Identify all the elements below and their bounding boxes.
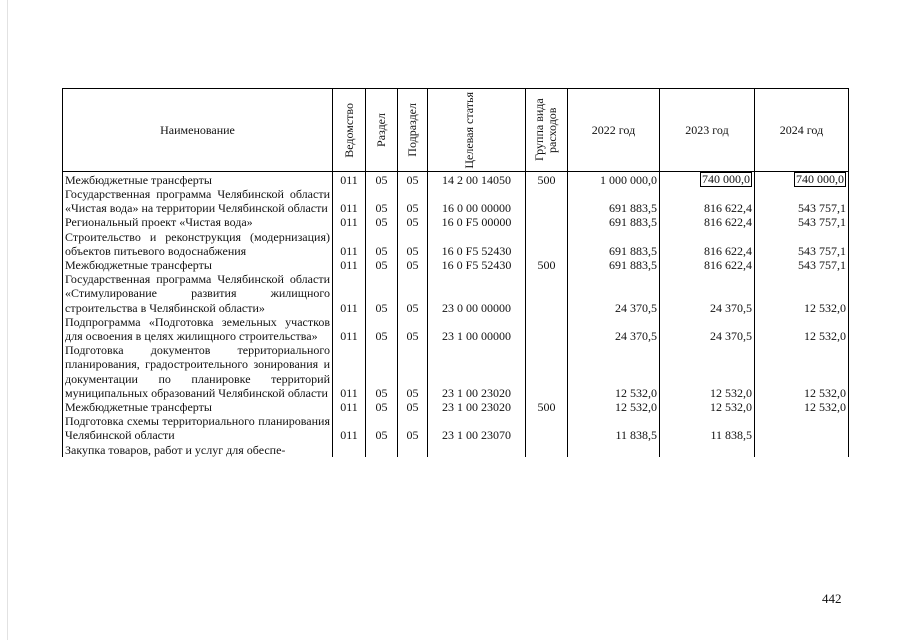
page-number: 442: [822, 591, 842, 606]
row-section: [366, 443, 398, 457]
row-section: 05: [366, 187, 398, 215]
row-value-2024: 543 757,1: [755, 258, 849, 272]
row-target: 16 0 F5 52430: [428, 258, 526, 272]
row-subsection: 05: [398, 187, 428, 215]
row-subsection: 05: [398, 343, 428, 400]
row-value-2022: 1 000 000,0: [568, 172, 660, 188]
row-value-2022: 691 883,5: [568, 230, 660, 258]
table-row: [63, 400, 849, 414]
table-row: [63, 172, 849, 188]
row-target: 23 1 00 23070: [428, 414, 526, 442]
row-value-2023: 12 532,0: [660, 400, 755, 414]
row-subsection: 05: [398, 258, 428, 272]
row-target: [428, 443, 526, 457]
row-department: 011: [333, 315, 366, 343]
row-target: 16 0 00 00000: [428, 187, 526, 215]
row-name: Закупка товаров, работ и услуг для обеспе-: [63, 443, 333, 457]
row-department: 011: [333, 230, 366, 258]
row-value-2022: 691 883,5: [568, 187, 660, 215]
budget-table: [62, 88, 849, 457]
row-subsection: 05: [398, 315, 428, 343]
header-subsection: Подраздел: [398, 89, 428, 172]
row-value-2024: 12 532,0: [755, 343, 849, 400]
row-value-2023: 816 622,4: [660, 215, 755, 229]
header-section: Раздел: [366, 89, 398, 172]
row-section: 05: [366, 172, 398, 188]
row-value-2023: [660, 443, 755, 457]
row-name: Подготовка документов территориального планирования, градостроительного зонирования и документации по планировке территорий муниципальных образований Челябинской области: [63, 343, 333, 400]
row-value-2022: [568, 443, 660, 457]
row-value-2024: 543 757,1: [755, 187, 849, 215]
row-name: Региональный проект «Чистая вода»: [63, 215, 333, 229]
row-group: [526, 215, 568, 229]
table-row: [63, 443, 849, 457]
table-row: [63, 315, 849, 343]
table-row: [63, 258, 849, 272]
row-subsection: 05: [398, 400, 428, 414]
row-value-2023: 24 370,5: [660, 315, 755, 343]
row-group: 500: [526, 258, 568, 272]
row-name: Строительство и реконструкция (модернизация) объектов питьевого водоснабжения: [63, 230, 333, 258]
row-section: 05: [366, 272, 398, 315]
row-value-2023: 12 532,0: [660, 343, 755, 400]
row-department: 011: [333, 272, 366, 315]
row-target: 16 0 F5 00000: [428, 215, 526, 229]
header-2022: 2022 год: [568, 89, 660, 172]
row-department: 011: [333, 172, 366, 188]
table-header: [63, 89, 849, 172]
row-value-2024: [755, 443, 849, 457]
row-section: 05: [366, 230, 398, 258]
row-value-2024: 543 757,1: [755, 215, 849, 229]
row-group: [526, 272, 568, 315]
row-name: Межбюджетные трансферты: [63, 400, 333, 414]
header-group: Группа вида расходов: [526, 89, 568, 172]
row-target: 16 0 F5 52430: [428, 230, 526, 258]
row-value-2022: 691 883,5: [568, 258, 660, 272]
row-subsection: 05: [398, 230, 428, 258]
row-name: Подготовка схемы территориального планирования Челябинской области: [63, 414, 333, 442]
row-group: [526, 414, 568, 442]
row-section: 05: [366, 414, 398, 442]
table-row: [63, 272, 849, 315]
row-value-2024: 12 532,0: [755, 272, 849, 315]
row-value-2023: 740 000,0: [660, 172, 755, 188]
row-value-2022: 24 370,5: [568, 315, 660, 343]
row-name: Межбюджетные трансферты: [63, 258, 333, 272]
row-section: 05: [366, 315, 398, 343]
row-value-2024: 12 532,0: [755, 400, 849, 414]
row-department: 011: [333, 215, 366, 229]
row-group: [526, 343, 568, 400]
row-value-2024: 740 000,0: [755, 172, 849, 188]
row-target: 23 1 00 23020: [428, 400, 526, 414]
row-value-2023: 816 622,4: [660, 230, 755, 258]
row-department: 011: [333, 258, 366, 272]
row-value-2022: 12 532,0: [568, 343, 660, 400]
row-name: Межбюджетные трансферты: [63, 172, 333, 188]
row-value-2023: 816 622,4: [660, 258, 755, 272]
row-value-2023: 816 622,4: [660, 187, 755, 215]
row-name: Государственная программа Челябинской области «Чистая вода» на территории Челябинской области: [63, 187, 333, 215]
table-row: [63, 343, 849, 400]
row-department: [333, 443, 366, 457]
row-section: 05: [366, 258, 398, 272]
header-name: Наименование: [63, 89, 333, 172]
row-target: 14 2 00 14050: [428, 172, 526, 188]
row-subsection: [398, 443, 428, 457]
row-department: 011: [333, 343, 366, 400]
table-row: [63, 414, 849, 442]
page-edge-line: [7, 0, 8, 640]
header-2024: 2024 год: [755, 89, 849, 172]
row-target: 23 1 00 23020: [428, 343, 526, 400]
row-value-2022: 12 532,0: [568, 400, 660, 414]
row-value-2022: 691 883,5: [568, 215, 660, 229]
row-value-2022: 11 838,5: [568, 414, 660, 442]
row-group: 500: [526, 172, 568, 188]
header-department: Ведомство: [333, 89, 366, 172]
table-body: [63, 172, 849, 457]
row-subsection: 05: [398, 172, 428, 188]
row-target: 23 1 00 00000: [428, 315, 526, 343]
row-department: 011: [333, 414, 366, 442]
row-name: Подпрограмма «Подготовка земельных участков для освоения в целях жилищного строительства»: [63, 315, 333, 343]
row-group: [526, 315, 568, 343]
row-section: 05: [366, 400, 398, 414]
table-row: [63, 187, 849, 215]
table-row: [63, 215, 849, 229]
row-department: 011: [333, 400, 366, 414]
row-group: [526, 230, 568, 258]
row-name: Государственная программа Челябинской области «Стимулирование развития жилищного строительства в Челябинской области»: [63, 272, 333, 315]
row-value-2023: 11 838,5: [660, 414, 755, 442]
row-section: 05: [366, 343, 398, 400]
row-value-2024: 12 532,0: [755, 315, 849, 343]
row-value-2023: 24 370,5: [660, 272, 755, 315]
row-value-2024: [755, 414, 849, 442]
header-target: Целевая статья: [428, 89, 526, 172]
row-section: 05: [366, 215, 398, 229]
row-group: [526, 443, 568, 457]
row-department: 011: [333, 187, 366, 215]
row-subsection: 05: [398, 215, 428, 229]
row-value-2022: 24 370,5: [568, 272, 660, 315]
row-subsection: 05: [398, 414, 428, 442]
row-value-2024: 543 757,1: [755, 230, 849, 258]
row-group: 500: [526, 400, 568, 414]
header-2023: 2023 год: [660, 89, 755, 172]
row-subsection: 05: [398, 272, 428, 315]
row-group: [526, 187, 568, 215]
row-target: 23 0 00 00000: [428, 272, 526, 315]
table-row: [63, 230, 849, 258]
